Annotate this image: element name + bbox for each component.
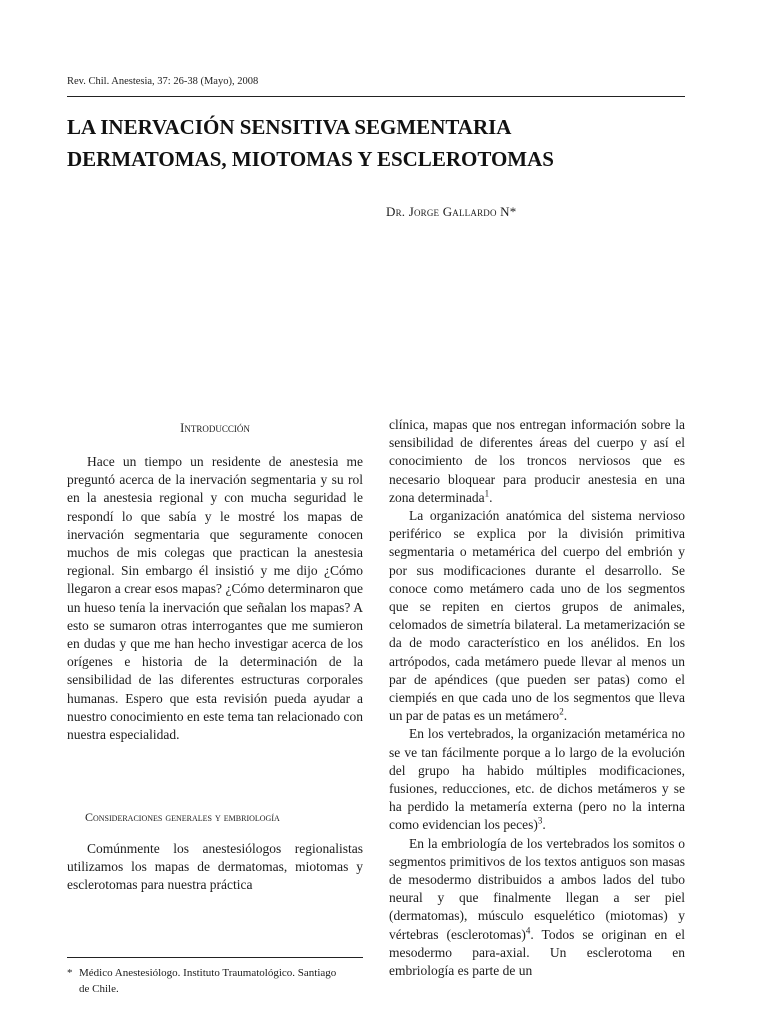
footnote-line-1 (67, 965, 367, 981)
paragraph-right-1-text: clínica, mapas que nos entregan información sobre la sensibilidad de diferentes áreas del cuerpo y así el conocimiento de los troncos nerviosos que es necesario bloquear para producir anestesia en una zona determinada (389, 417, 685, 505)
paragraph-right-4 (389, 835, 685, 981)
paragraph-right-2 (389, 507, 685, 725)
journal-citation: Rev. Chil. Anestesia, 37: 26-38 (Mayo), 2008 (67, 76, 259, 87)
paragraph-right-4-text: En la embriología de los vertebrados los somitos o segmentos primitivos de los textos antiguos son masas de mesodermo distribuidos a ambos lados del tubo neural y que finalmente llegan a ser piel (dermatomas), músculo esquelético (miotomas) y vértebras (esclerotomas) (389, 835, 685, 942)
footnote (67, 965, 367, 997)
paragraph-right-3-end: . (542, 817, 546, 833)
footnote-rule (67, 957, 363, 958)
paragraph-introduccion: Hace un tiempo un residente de anestesia me preguntó acerca de la inervación segmentaria y su rol en la anestesia regional y con mucha seguridad le respondí lo que sabía y le mostré los mapas de inervación segmentaria que seguramente conocen muchos de mis colegas que practican la anestesia regional. Sin embargo él insistió y me dijo ¿Cómo llegaron a crear esos mapas? ¿Cómo determinaron que un hueso tenía la inervación que señalan los mapas? A esto se sumaron otras interrogantes que me sumieron en dudas y que me han hecho investigar acerca de los orígenes e historia de la determinación de la sensibilidad de las diferentes estructuras corporales humanas. Espero que esta revisión pueda ayudar a nuestro conocimiento en este tema tan relacionado con nuestra especialidad. (67, 454, 363, 743)
section-heading-introduccion: Introducción (180, 421, 250, 435)
paragraph-right-3 (389, 725, 685, 834)
reference-4: 4 (525, 925, 531, 936)
paragraph-right-4-end: . Todos se originan en el mesodermo para-axial. Un esclerotoma en embriología es parte de un (389, 926, 685, 979)
section-heading-consideraciones: Consideraciones generales y embriología (85, 810, 280, 824)
header-rule (67, 96, 685, 97)
title-line-1: LA INERVACIÓN SENSITIVA SEGMENTARIA (67, 115, 512, 139)
paragraph-right-2-text: La organización anatómica del sistema nervioso periférico se explica por la división primitiva segmentaria o metamérica del cuerpo del embrión y por sus modificaciones durante el desarrollo. Se conoce como metámero cada uno de los segmentos que se repiten en ciertos grupos de animales, celomados de simetría bilateral. La metamerización se da de modo característico en los anélidos. En los artrópodos, cada metámero puede llevar al menos un par de apéndices (que pueden ser patas) como el ciempiés en que cada uno de los segmentos que lleva un par de patas es un metámero (389, 508, 685, 724)
paragraph-right-2-end: . (563, 708, 568, 724)
article-title (67, 111, 685, 175)
footnote-line-2: de Chile. (79, 983, 119, 995)
reference-2: 2 (559, 706, 564, 717)
title-line-2: DERMATOMAS, MIOTOMAS Y ESCLEROTOMAS (67, 147, 554, 171)
paragraph-right-1-end: . (489, 489, 493, 505)
right-column (389, 416, 685, 980)
reference-3: 3 (537, 815, 543, 826)
footnote-mark: * (67, 967, 73, 979)
paragraph-consideraciones: Comúnmente los anestesiólogos regionalistas utilizamos los mapas de dermatomas, miotomas y esclerotomas para nuestra práctica (67, 841, 363, 893)
reference-1: 1 (484, 488, 490, 499)
paragraph-right-3-text: En los vertebrados, la organización metamérica no se ve tan fácilmente porque a lo largo de la evolución del grupo ha habido múltiples modificaciones, fusiones, reducciones, etc. de dichos metámeros y se ha perdido la metamería externa (pero no la interna como evidencian los peces) (389, 726, 685, 833)
footnote-text-1: Médico Anestesiólogo. Instituto Traumatológico. Santiago (79, 967, 337, 979)
author-name: Dr. Jorge Gallardo N* (386, 204, 517, 219)
paragraph-right-1 (389, 416, 685, 507)
